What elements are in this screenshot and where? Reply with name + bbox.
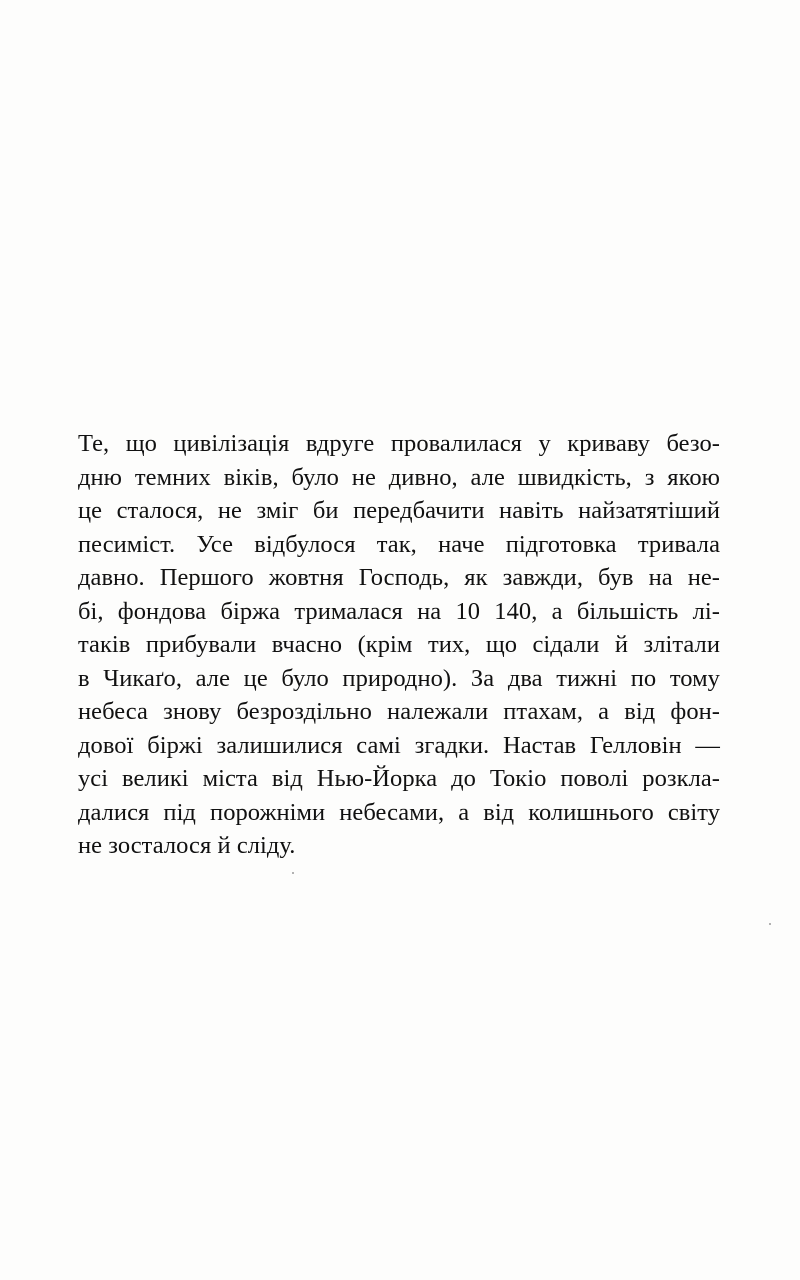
paragraph-line-12: далися під порожніми небесами, а від колишнього світу	[78, 798, 720, 826]
paper-speck	[769, 923, 771, 925]
paragraph-line-13: не зосталося й сліду.	[78, 832, 296, 859]
paragraph-line-5: давно. Першого жовтня Господь, як завжди, був на не-	[78, 564, 720, 591]
paragraph-line-11: усі великі міста від Нью-Йорка до Токіо поволі розкла-	[78, 765, 720, 792]
paragraph-line-4: песиміст. Усе відбулося так, наче підготовка тривала	[78, 530, 720, 558]
paragraph-line-3: це сталося, не зміг би передбачити навіть найзатятіший	[78, 497, 720, 524]
paper-speck	[292, 872, 294, 874]
paragraph-line-8: в Чикаґо, але це було природно). За два тижні по тому	[78, 664, 720, 692]
paragraph-line-6: бі, фондова біржа трималася на 10 140, а більшість лі-	[78, 597, 720, 625]
paragraph-line-9: небеса знову безроздільно належали птахам, а від фон-	[78, 698, 720, 725]
paragraph-line-10: дової біржі залишилися самі згадки. Настав Гелловін —	[78, 731, 720, 759]
paragraph-line-7: таків прибували вчасно (крім тих, що сідали й злітали	[78, 631, 720, 658]
paragraph-line-2: дню темних віків, було не дивно, але швидкість, з якою	[78, 463, 720, 491]
paragraph-line-1: Те, що цивілізація вдруге провалилася у криваву безо-	[78, 430, 720, 457]
paragraph	[78, 427, 720, 863]
